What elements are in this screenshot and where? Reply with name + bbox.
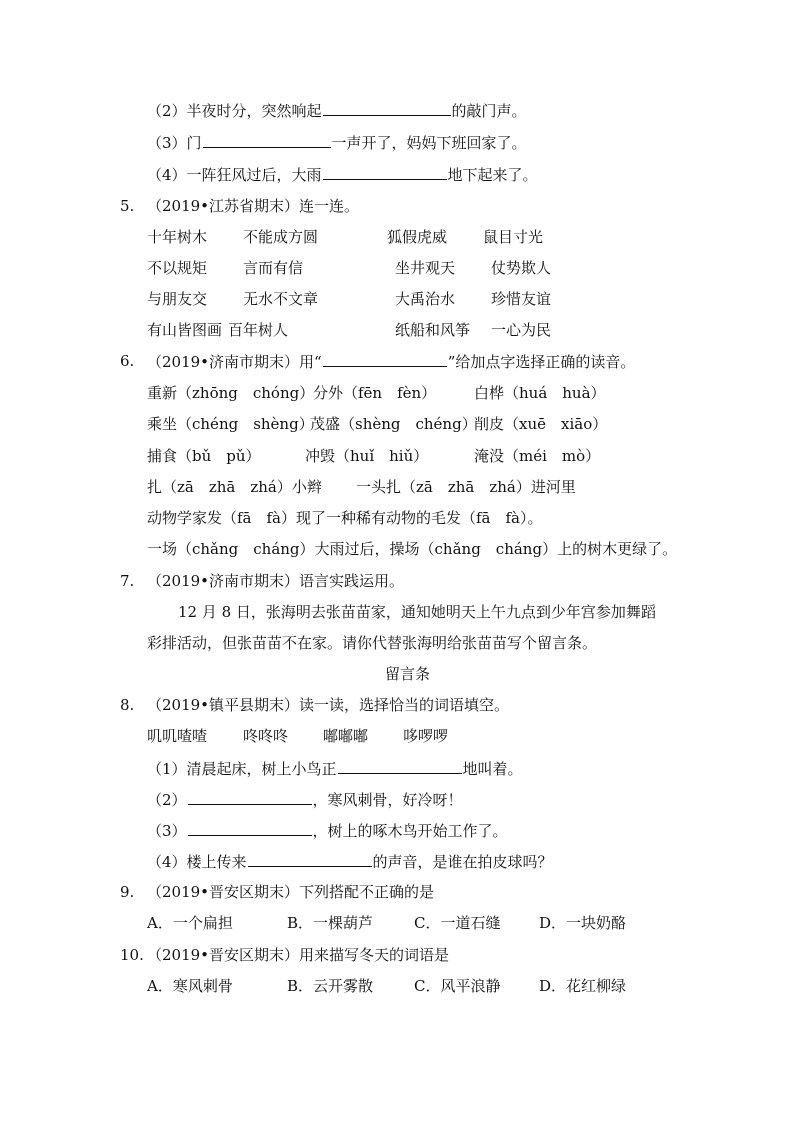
pinyin-item[interactable]: 捕食（bǔ pǔ） — [147, 447, 261, 465]
pinyin-item[interactable]: 白桦（huá huà） — [474, 384, 606, 402]
q6-stem-text: （2019•济南市期末）用“ — [147, 353, 322, 371]
match-item[interactable]: 狐假虎威 — [387, 228, 448, 246]
option-d[interactable]: D．花红柳绿 — [539, 977, 627, 995]
q7-stem: （2019•济南市期末）语言实践运用。 — [147, 572, 405, 590]
answer-blank[interactable] — [188, 789, 312, 805]
answer-blank[interactable] — [323, 164, 447, 180]
pinyin-item[interactable]: 冲毁（huǐ hiǔ） — [305, 447, 429, 465]
pinyin-item[interactable]: 一场（chǎng cháng）大雨过后，操场（chǎng cháng）上的树木更绿了。 — [147, 540, 678, 558]
q8-sentence-4 — [147, 851, 553, 872]
question-number: 6. — [120, 352, 135, 370]
option-a[interactable]: A．寒风刺骨 — [147, 977, 233, 995]
match-item[interactable]: 不以规矩 — [147, 259, 208, 277]
q4-s4-text: （4）一阵狂风过后，大雨 — [147, 166, 322, 184]
q8-s3-text-end: ，树上的啄木鸟开始工作了。 — [312, 822, 508, 840]
question-number: 7. — [120, 572, 135, 590]
note-title: 留言条 — [385, 665, 431, 683]
q8-s4-text: （4）楼上传来 — [147, 853, 247, 871]
q4-s2-text-end: 的敲门声。 — [451, 102, 527, 120]
q8-s3-text: （3） — [147, 822, 187, 840]
pinyin-item[interactable]: 乘坐（chéng shèng） — [147, 415, 314, 433]
match-item[interactable]: 不能成方圆 — [243, 228, 319, 246]
pinyin-item[interactable]: 茂盛（shèng chéng） — [310, 415, 477, 433]
q6-stem — [147, 351, 635, 372]
option-c[interactable]: C．风平浪静 — [414, 977, 501, 995]
question-number: 5. — [120, 197, 135, 215]
match-item[interactable]: 纸船和风筝 — [395, 321, 471, 339]
match-item[interactable]: 无水不文章 — [243, 290, 319, 308]
pinyin-item[interactable]: 动物学家发（fā fà）现了一种稀有动物的毛发（fā fà）。 — [147, 509, 543, 527]
option-c[interactable]: C．一道石缝 — [414, 914, 501, 932]
question-number: 8. — [120, 696, 135, 714]
option-b[interactable]: B．云开雾散 — [287, 977, 374, 995]
option-d[interactable]: D．一块奶酪 — [539, 914, 627, 932]
match-item[interactable]: 鼠目寸光 — [483, 228, 544, 246]
match-item[interactable]: 大禹治水 — [395, 290, 456, 308]
q5-stem: （2019•江苏省期末）连一连。 — [147, 197, 360, 215]
pinyin-item[interactable]: 扎（zā zhā zhá）小辫 — [147, 478, 322, 496]
word-choice[interactable]: 咚咚咚 — [243, 727, 289, 745]
q4-s2-text: （2）半夜时分，突然响起 — [147, 102, 322, 120]
question-number: 10. — [120, 946, 144, 964]
q8-s1-text-end: 地叫着。 — [462, 760, 523, 778]
match-item[interactable]: 与朋友交 — [147, 290, 208, 308]
word-choice[interactable]: 哆啰啰 — [403, 727, 449, 745]
match-item[interactable]: 言而有信 — [243, 259, 304, 277]
q4-s3-text-end: 一声开了，妈妈下班回家了。 — [331, 134, 527, 152]
q7-paragraph: 彩排活动，但张苗苗不在家。请你代替张海明给张苗苗写个留言条。 — [147, 634, 598, 652]
question-number: 9. — [120, 883, 135, 901]
match-item[interactable]: 珍惜友谊 — [491, 290, 552, 308]
match-item[interactable]: 仗势欺人 — [491, 259, 552, 277]
answer-blank[interactable] — [338, 758, 462, 774]
q4-sentence-3 — [147, 132, 527, 153]
pinyin-item[interactable]: 重新（zhōng chóng） — [147, 384, 315, 402]
q8-stem: （2019•镇平县期末）读一读，选择恰当的词语填空。 — [147, 696, 510, 714]
answer-blank[interactable] — [248, 851, 372, 867]
match-item[interactable]: 百年树人 — [228, 321, 289, 339]
pinyin-item[interactable]: 削皮（xuē xiāo） — [474, 415, 608, 433]
match-item[interactable]: 坐井观天 — [395, 259, 456, 277]
pinyin-item[interactable]: 淹没（méi mò） — [474, 447, 601, 465]
match-item[interactable]: 十年树木 — [147, 228, 208, 246]
q4-s3-text: （3）门 — [147, 134, 202, 152]
match-item[interactable]: 一心为民 — [491, 321, 552, 339]
pinyin-item[interactable]: 分外（fēn fèn） — [313, 384, 437, 402]
answer-blank[interactable] — [188, 820, 312, 836]
option-a[interactable]: A．一个扁担 — [147, 914, 233, 932]
match-item[interactable]: 有山皆图画 — [147, 321, 223, 339]
q8-s2-text-end: ，寒风刺骨，好冷呀！ — [312, 791, 463, 809]
q4-sentence-2 — [147, 100, 527, 121]
q8-s4-text-end: 的声音，是谁在拍皮球吗？ — [372, 853, 553, 871]
q10-stem: （2019•晋安区期末）用来描写冬天的词语是 — [147, 946, 450, 964]
answer-blank[interactable] — [323, 351, 447, 367]
q8-sentence-3 — [147, 820, 508, 841]
q8-sentence-1 — [147, 758, 523, 779]
q9-stem: （2019•晋安区期末）下列搭配不正确的是 — [147, 883, 435, 901]
q8-sentence-2 — [147, 789, 463, 810]
q7-paragraph: 12 月 8 日，张海明去张苗苗家，通知她明天上午九点到少年宫参加舞蹈 — [178, 603, 656, 621]
q8-s1-text: （1）清晨起床，树上小鸟正 — [147, 760, 337, 778]
answer-blank[interactable] — [203, 132, 331, 148]
pinyin-item[interactable]: 一头扎（zā zhā zhá）进河里 — [356, 478, 576, 496]
q6-stem-text-end: ”给加点字选择正确的读音。 — [447, 353, 636, 371]
word-choice[interactable]: 嘟嘟嘟 — [323, 727, 369, 745]
q4-s4-text-end: 地下起来了。 — [447, 166, 538, 184]
word-choice[interactable]: 叽叽喳喳 — [147, 727, 208, 745]
answer-blank[interactable] — [323, 100, 451, 116]
q8-s2-text: （2） — [147, 791, 187, 809]
option-b[interactable]: B．一棵葫芦 — [287, 914, 374, 932]
q4-sentence-4 — [147, 164, 538, 185]
